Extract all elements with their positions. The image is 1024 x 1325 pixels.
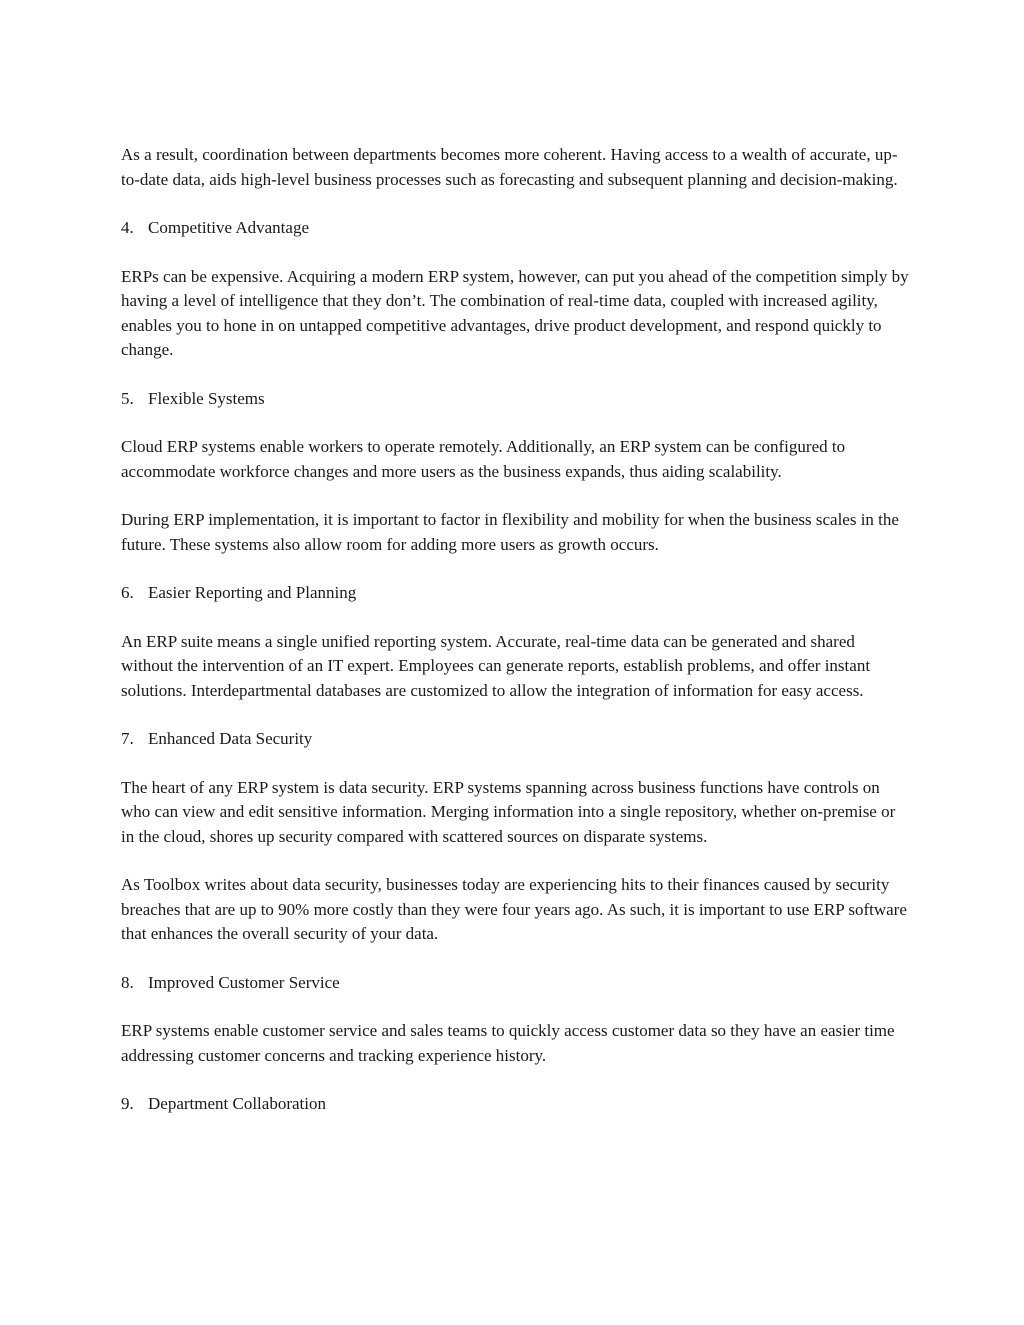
section-number: 6. bbox=[121, 583, 134, 602]
section-number: 8. bbox=[121, 972, 134, 992]
section-heading-data-security bbox=[121, 727, 911, 752]
section-title: Enhanced Data Security bbox=[148, 729, 313, 748]
section-number: 5. bbox=[121, 388, 134, 408]
paragraph-toolbox: As Toolbox writes about data security, businesses today are experiencing hits to their finances caused by security breaches that are up to 90% more costly than they were four years ago. As such, it is important to use ERP software that enhances the overall security of your data. bbox=[121, 875, 907, 943]
paragraph-erp-implementation: During ERP implementation, it is important to factor in flexibility and mobility for when the business scales in the future. These systems also allow room for adding more users as growth occurs. bbox=[121, 510, 899, 554]
section-title: Department Collaboration bbox=[148, 1094, 326, 1113]
section-heading-competitive-advantage bbox=[121, 216, 911, 241]
section-title: Competitive Advantage bbox=[148, 218, 309, 237]
section-number: 7. bbox=[121, 729, 134, 748]
section-heading-customer-service bbox=[121, 971, 911, 996]
section-heading-easier-reporting bbox=[121, 581, 911, 606]
paragraph-security-heart: The heart of any ERP system is data security. ERP systems spanning across business functions have controls on who can view and edit sensitive information. Merging information into a single repository, whether on-premise or in the cloud, shores up security compared with scattered sources on disparate systems. bbox=[121, 777, 896, 846]
section-number: 9. bbox=[121, 1094, 134, 1113]
section-title: Flexible Systems bbox=[148, 388, 265, 408]
section-heading-department-collaboration bbox=[121, 1092, 911, 1117]
paragraph-competitive-advantage: ERPs can be expensive. Acquiring a modern ERP system, however, can put you ahead of the competition simply by having a level of intelligence that they don’t. The combination of real-time data, coupled with increased agility, enables you to hone in on untapped competitive advantages, drive product development, and respond quickly to change. bbox=[121, 266, 909, 359]
paragraph-reporting: An ERP suite means a single unified reporting system. Accurate, real-time data can be generated and shared without the intervention of an IT expert. Employees can generate reports, establish problems, and offer instant solutions. Interdepartmental databases are customized to allow the integration of information for easy access. bbox=[121, 631, 871, 700]
paragraph-cloud-erp: Cloud ERP systems enable workers to operate remotely. Additionally, an ERP system can be configured to accommodate workforce changes and more users as the business expands, thus aiding scalability. bbox=[121, 437, 846, 481]
section-heading-flexible-systems bbox=[121, 387, 911, 412]
document-page bbox=[121, 143, 911, 1141]
section-number: 4. bbox=[121, 218, 134, 237]
section-title: Improved Customer Service bbox=[148, 972, 340, 992]
paragraph-customer-service: ERP systems enable customer service and sales teams to quickly access customer data so they have an easier time addressing customer concerns and tracking experience history. bbox=[121, 1021, 895, 1065]
section-title: Easier Reporting and Planning bbox=[148, 583, 357, 602]
paragraph-coordination: As a result, coordination between departments becomes more coherent. Having access to a wealth of accurate, up-to-date data, aids high-level business processes such as forecasting and subsequent planning and decision-making. bbox=[121, 145, 898, 189]
